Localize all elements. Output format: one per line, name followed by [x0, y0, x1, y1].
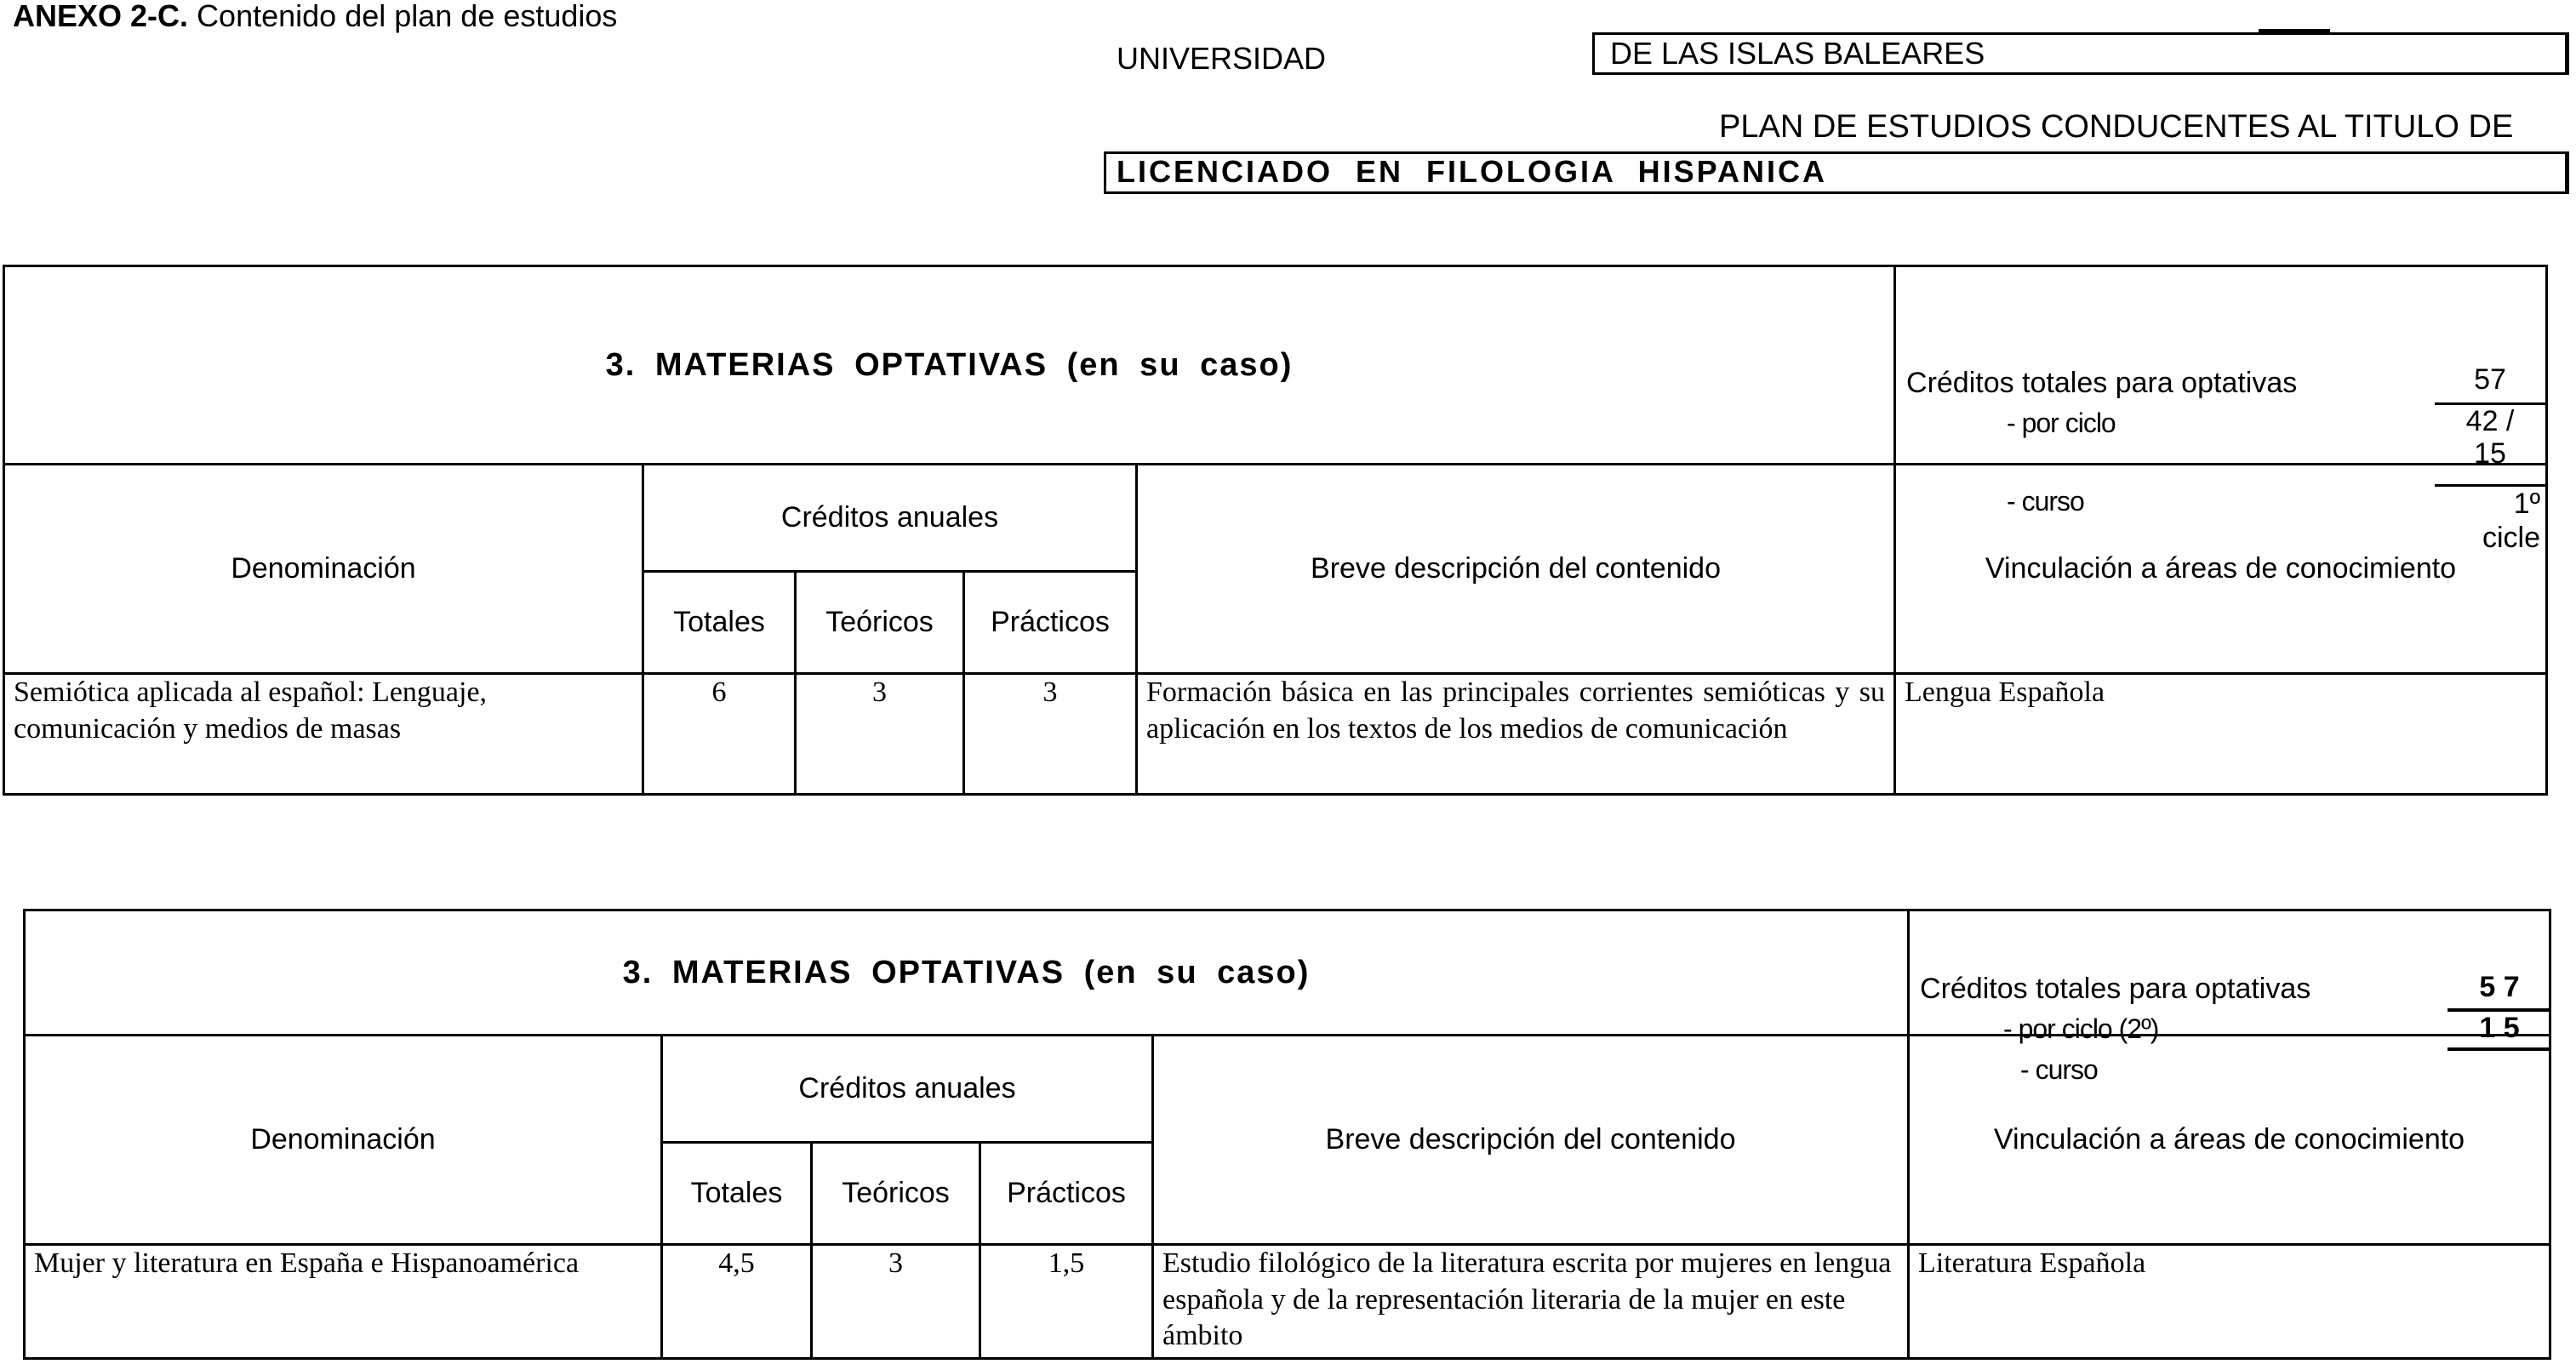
- annex-description: Contenido del plan de estudios: [197, 0, 618, 33]
- divider: [2447, 1047, 2551, 1051]
- annex-number: ANEXO 2-C.: [13, 0, 189, 33]
- header-teoricos: Teóricos: [812, 1143, 980, 1245]
- credits-total-value: 57: [2474, 363, 2506, 396]
- table-row: [25, 1245, 2550, 1359]
- cell-totales: 4,5: [662, 1245, 812, 1359]
- credits-summary: [1895, 266, 2547, 554]
- cell-vinculacion: Lengua Española: [1895, 674, 2547, 795]
- section-title: 3. MATERIAS OPTATIVAS (en su caso): [4, 266, 1895, 465]
- credits-total-label: Créditos totales para optativas: [1920, 973, 2311, 1005]
- per-cycle-label: - por ciclo: [2007, 408, 2116, 438]
- header-denominacion: Denominación: [25, 1036, 662, 1245]
- cell-denominacion: Semiótica aplicada al español: Lenguaje, comunicación y medios de masas: [4, 674, 643, 795]
- cell-totales: 6: [643, 674, 796, 795]
- annex-heading: [13, 0, 617, 34]
- course-value-2: cicle: [2482, 522, 2541, 554]
- header-descripcion: Breve descripción del contenido: [1153, 1036, 1909, 1245]
- header-vinculacion: Vinculación a áreas de conocimiento: [1895, 465, 2547, 674]
- header-descripcion: Breve descripción del contenido: [1137, 465, 1895, 674]
- university-field: DE LAS ISLAS BALEARES: [1592, 32, 2569, 75]
- per-cycle-value: 1 5: [2447, 1008, 2551, 1044]
- header-vinculacion: Vinculación a áreas de conocimiento: [1909, 1036, 2550, 1245]
- course-value-1: 1º: [2513, 488, 2541, 520]
- section-title: 3. MATERIAS OPTATIVAS (en su caso): [25, 910, 1909, 1036]
- per-cycle-label: - por ciclo (2º): [2003, 1013, 2159, 1044]
- cell-practicos: 1,5: [980, 1245, 1153, 1359]
- credits-total-label: Créditos totales para optativas: [1906, 367, 2298, 399]
- cell-teoricos: 3: [812, 1245, 980, 1359]
- cell-denominacion: Mujer y literatura en España e Hispanoamérica: [25, 1245, 662, 1359]
- degree-title-field: LICENCIADO EN FILOLOGIA HISPANICA: [1104, 151, 2569, 194]
- header-practicos: Prácticos: [964, 572, 1137, 674]
- cell-vinculacion: Literatura Española: [1909, 1245, 2550, 1359]
- table-row: [4, 674, 2547, 795]
- optional-subjects-table-1: [3, 265, 2548, 796]
- optional-subjects-table-2: [23, 909, 2551, 1360]
- header-creditos-anuales: Créditos anuales: [643, 465, 1137, 572]
- plan-label: PLAN DE ESTUDIOS CONDUCENTES AL TITULO DE: [1719, 109, 2514, 145]
- cell-descripcion: Formación básica en las principales corrientes semióticas y su aplicación en los textos de los medios de comunicación: [1137, 674, 1895, 795]
- header-totales: Totales: [643, 572, 796, 674]
- university-label: UNIVERSIDAD: [1117, 41, 1327, 76]
- course-label: - curso: [2020, 1054, 2098, 1085]
- header-totales: Totales: [662, 1143, 812, 1245]
- header-practicos: Prácticos: [980, 1143, 1153, 1245]
- per-cycle-value-2: 15: [2474, 437, 2506, 470]
- course-label: - curso: [2007, 486, 2084, 516]
- cell-practicos: 3: [964, 674, 1137, 795]
- cell-descripcion: Estudio filológico de la literatura escrita por mujeres en lengua española y de la representación literaria de la mujer en este ámbito: [1153, 1245, 1909, 1359]
- header-creditos-anuales: Créditos anuales: [662, 1036, 1153, 1143]
- header-denominacion: Denominación: [4, 465, 643, 674]
- credits-summary: [1909, 910, 2550, 1085]
- cell-teoricos: 3: [796, 674, 964, 795]
- header-teoricos: Teóricos: [796, 572, 964, 674]
- per-cycle-value-1: 42 /: [2465, 405, 2515, 437]
- credits-total-value: 5 7: [2479, 971, 2520, 1003]
